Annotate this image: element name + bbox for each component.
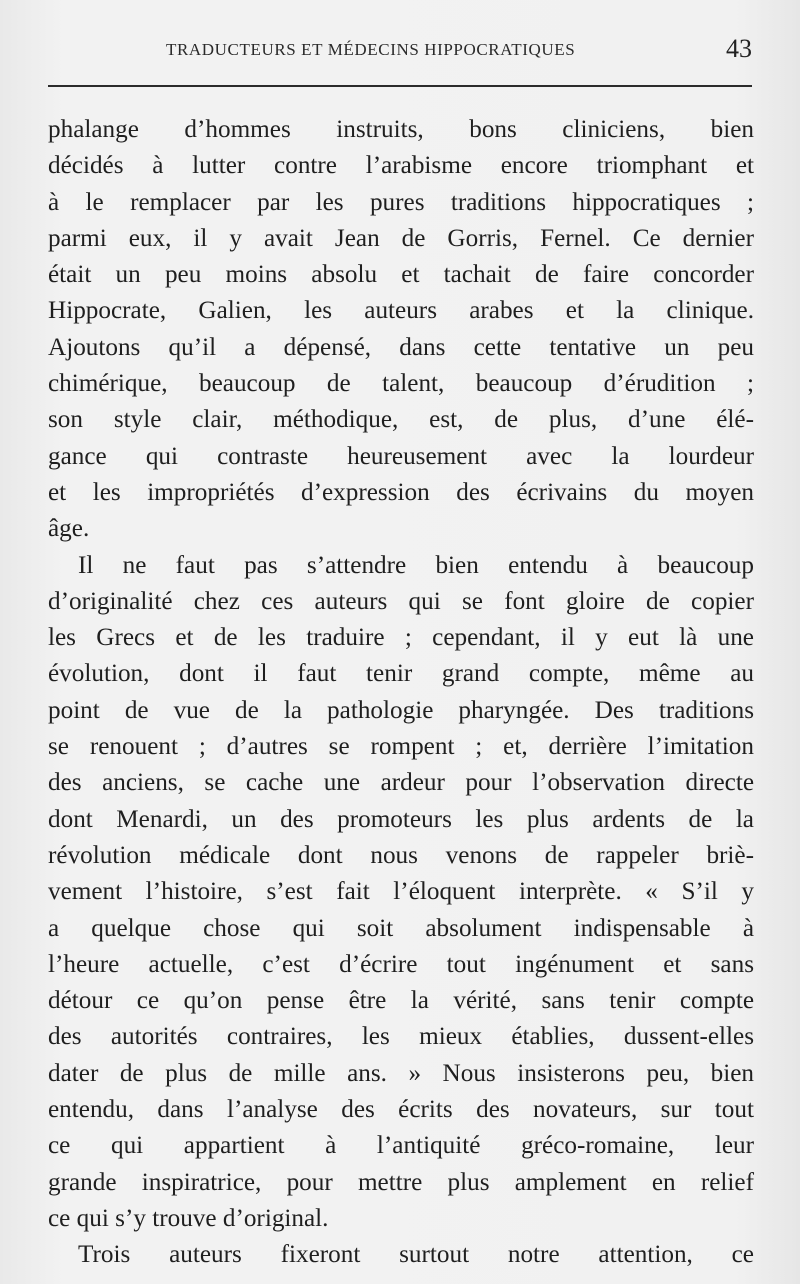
- text-line: entendu, dans l’analyse des écrits des novateurs, sur tout: [48, 1096, 754, 1124]
- header-rule: [48, 85, 752, 87]
- paragraph-end-line: ce qui s’y trouve d’original.: [48, 1204, 329, 1232]
- text-line: les Grecs et de les traduire ; cependant, il y eut là une: [48, 624, 754, 652]
- page-header: [48, 36, 752, 66]
- text-line: phalange d’hommes instruits, bons cliniciens, bien: [48, 116, 754, 143]
- text-line: des anciens, se cache une ardeur pour l’observation directe: [48, 769, 754, 797]
- text-line: à le remplacer par les pures traditions hippocratiques ;: [48, 188, 754, 216]
- text-line: et les impropriétés d’expression des écrivains du moyen: [48, 478, 754, 506]
- text-line: son style clair, méthodique, est, de plus, d’une élé-: [48, 406, 754, 434]
- text-line: l’heure actuelle, c’est d’écrire tout ingénument et sans: [48, 950, 754, 978]
- text-line: gance qui contraste heureusement avec la lourdeur: [48, 442, 754, 470]
- paragraph-end-line: âge.: [48, 515, 90, 543]
- text-line: grande inspiratrice, pour mettre plus amplement en relief: [48, 1168, 754, 1196]
- text-line: était un peu moins absolu et tachait de faire concorder: [48, 261, 754, 289]
- text-line: révolution médicale dont nous venons de rappeler briè-: [48, 841, 754, 869]
- text-line: Hippocrate, Galien, les auteurs arabes et la clinique.: [48, 297, 754, 325]
- text-line: ce qui appartient à l’antiquité gréco-romaine, leur: [48, 1132, 754, 1160]
- text-line: parmi eux, il y avait Jean de Gorris, Fernel. Ce dernier: [48, 224, 754, 252]
- text-line: se renouent ; d’autres se rompent ; et, derrière l’imitation: [48, 733, 754, 761]
- text-line: a quelque chose qui soit absolument indispensable à: [48, 914, 754, 942]
- body-text: [48, 112, 754, 1274]
- text-line: des autorités contraires, les mieux établies, dussent-elles: [48, 1023, 754, 1051]
- text-line: dater de plus de mille ans. » Nous insisterons peu, bien: [48, 1059, 754, 1087]
- running-title: TRADUCTEURS ET MÉDECINS HIPPOCRATIQUES: [166, 40, 576, 59]
- text-line: chimérique, beaucoup de talent, beaucoup d’érudition ;: [48, 370, 754, 398]
- text-line: point de vue de la pathologie pharyngée. Des traditions: [48, 696, 754, 724]
- text-line: vement l’histoire, s’est fait l’éloquent interprète. « S’il y: [48, 878, 754, 906]
- page-number: 43: [726, 34, 752, 63]
- text-line: évolution, dont il faut tenir grand compte, même au: [48, 660, 754, 688]
- text-line: détour ce qu’on pense être la vérité, sans tenir compte: [48, 987, 754, 1015]
- text-line: dont Menardi, un des promoteurs les plus ardents de la: [48, 805, 754, 833]
- text-line: Ajoutons qu’il a dépensé, dans cette tentative un peu: [48, 333, 754, 361]
- paragraph-start-line: Trois auteurs fixeront surtout notre attention, ce: [78, 1241, 754, 1269]
- paragraph-start-line: Il ne faut pas s’attendre bien entendu à beaucoup: [78, 551, 754, 579]
- text-line: décidés à lutter contre l’arabisme encore triomphant et: [48, 152, 754, 180]
- text-line: d’originalité chez ces auteurs qui se font gloire de copier: [48, 587, 754, 615]
